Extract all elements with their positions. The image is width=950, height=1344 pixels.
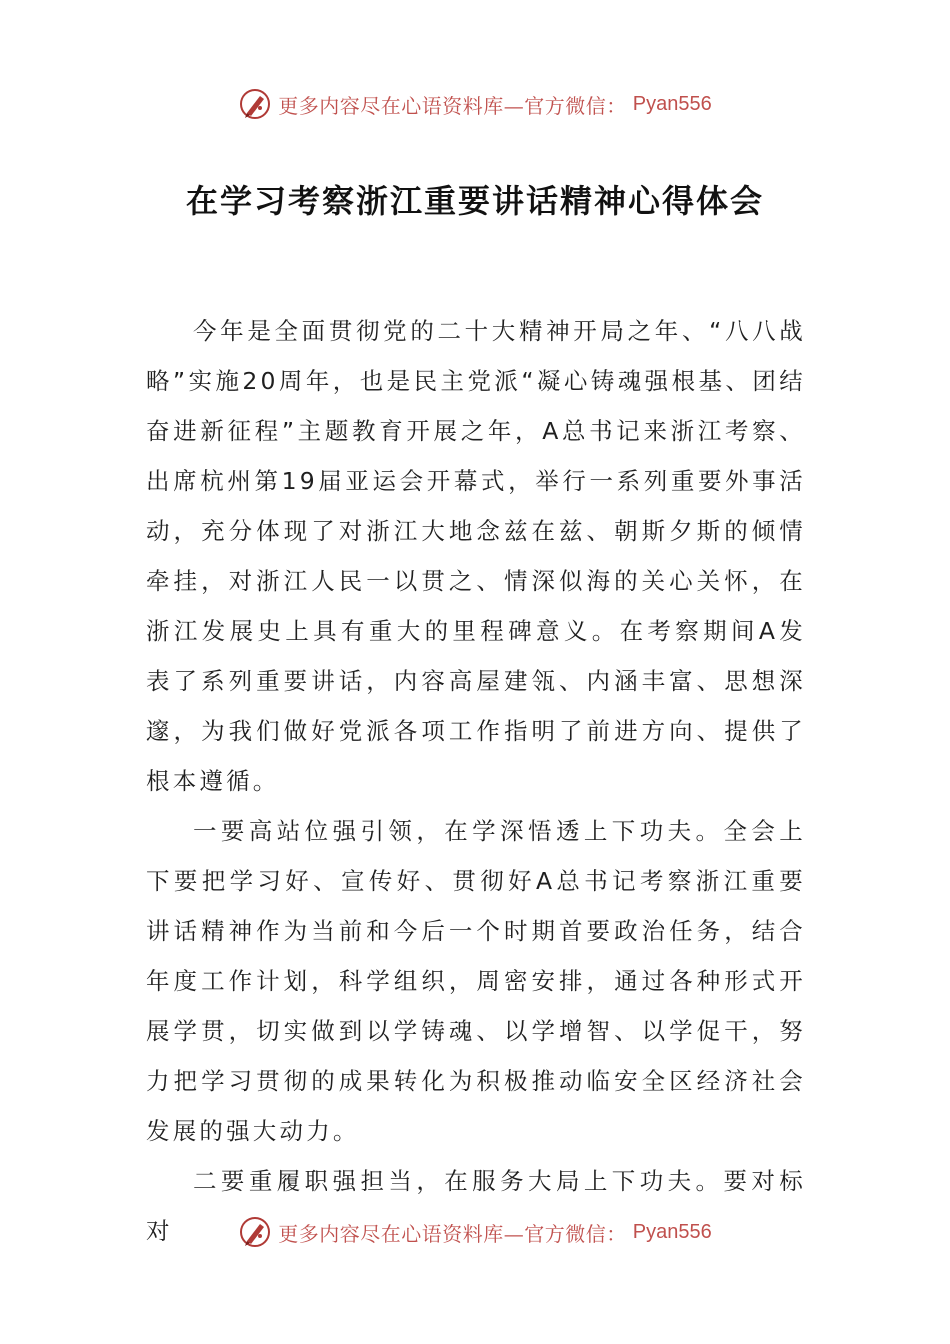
pen-circle-logo-icon bbox=[238, 1215, 272, 1249]
document-title: 在学习考察浙江重要讲话精神心得体会 bbox=[185, 182, 764, 220]
watermark-handle: Pyan556 bbox=[632, 1220, 712, 1243]
watermark-header bbox=[0, 84, 950, 124]
document-body bbox=[146, 306, 806, 1256]
paragraph: 二要重履职强担当，在服务大局上下功夫。要对标对 bbox=[146, 1167, 806, 1245]
paragraph: 一要高站位强引领，在学深悟透上下功夫。全会上下要把学习好、宣传好、贯彻好A总书记考察浙江重要讲话精神作为当前和今后一个时期首要政治任务，结合年度工作计划，科学组织，周密安排，通过各种形式开展学贯，切实做到以学铸魂、以学增智、以学促干，努力把学习贯彻的成果转化为积极推动临安全区经济社会发展的强大动力。 bbox=[146, 817, 806, 1145]
watermark-footer bbox=[0, 1212, 950, 1252]
watermark-text: 更多内容尽在心语资料库—官方微信： bbox=[278, 1221, 627, 1246]
paragraph: 今年是全面贯彻党的二十大精神开局之年、“八八战略”实施20周年，也是民主党派“凝心铸魂强根基、团结奋进新征程”主题教育开展之年，A总书记来浙江考察、出席杭州第19届亚运会开幕式，举行一系列重要外事活动，充分体现了对浙江大地念兹在兹、朝斯夕斯的倾情牵挂，对浙江人民一以贯之、情深似海的关心关怀，在浙江发展史上具有重大的里程碑意义。在考察期间A发表了系列重要讲话，内容高屋建瓴、内涵丰富、思想深邃，为我们做好党派各项工作指明了前进方向、提供了根本遵循。 bbox=[146, 317, 806, 795]
pen-circle-logo-icon bbox=[238, 87, 272, 121]
watermark-handle: Pyan556 bbox=[632, 92, 712, 115]
watermark-text: 更多内容尽在心语资料库—官方微信： bbox=[278, 93, 627, 118]
